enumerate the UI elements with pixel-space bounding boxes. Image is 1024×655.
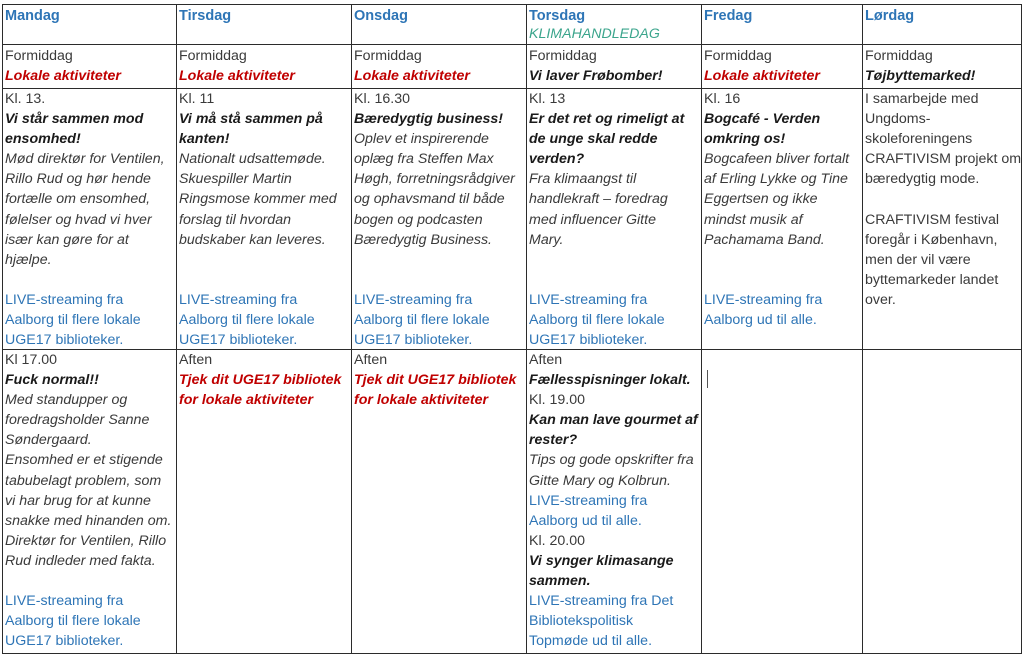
event-description: foredragsholder Sanne [5,412,150,429]
morning-cell [352,46,524,86]
info-text: byttemarkeder landet [865,271,999,288]
event-time: Kl. 16 [704,91,741,107]
event-description: Direktør for Ventilen, Rillo [5,532,167,549]
day-header-lordag [863,6,1021,26]
stream-note: LIVE-streaming fra [529,492,648,509]
stream-note: LIVE-streaming fra [704,291,823,308]
event-description: forslag til hvordan [179,211,291,228]
event-time: Kl 17.00 [5,352,58,368]
day-header-fredag [702,6,860,26]
day-part: Aften [179,352,213,368]
day-header-torsdag [527,6,699,44]
text-cursor [707,370,708,388]
stream-note: Aalborg til flere lokale [179,312,315,329]
evening-cell-tirsdag [177,350,349,410]
info-text: over. [865,291,896,308]
event-title: verden? [529,151,585,168]
activity-label: Lokale aktiviteter [354,68,470,85]
event-description: mindst musik af [704,211,803,228]
stream-note: LIVE-streaming fra Det [529,593,674,610]
event-time: Kl. 19.00 [529,392,586,409]
event-title: de unge skal redde [529,131,658,148]
day-part: Formiddag [529,48,597,64]
event-description: Med standupper og [5,392,128,409]
day-name: Onsdag [354,8,408,24]
event-description: og ophavsmand til både [354,191,505,208]
grid-line [2,4,1022,5]
activity-label: Vi laver Frøbomber! [529,68,663,85]
evening-cell-fredag[interactable] [702,350,860,652]
event-title: Fuck normal!! [5,372,99,389]
activity-label: Lokale aktiviteter [179,68,295,85]
morning-cell [177,46,349,86]
stream-note: LIVE-streaming fra [5,291,124,308]
info-text: I samarbejde med [865,91,979,107]
stream-note: Bibliotekspolitisk [529,613,634,630]
day-header-mandag [3,6,175,26]
stream-note: LIVE-streaming fra [354,291,473,308]
day-name: Tirsdag [179,8,232,24]
event-description: Rillo Rud og hør hende [5,171,151,188]
day-part: Formiddag [5,48,73,64]
stream-note: UGE17 biblioteker. [354,332,473,349]
info-text: skoleforeningens [865,131,973,148]
grid-line [1021,4,1022,653]
event-description: Mød direktør for Ventilen, [5,151,165,168]
event-description: vi har brug for at kunne [5,492,151,509]
stream-note: Aalborg til flere lokale [529,312,665,329]
day-part: Formiddag [354,48,422,64]
activity-label: for lokale aktiviteter [354,392,489,409]
event-description: Søndergaard. [5,432,92,449]
event-description: Høgh, forretningsrådgiver [354,171,515,188]
grid-line [2,653,1022,654]
event-title: Er det ret og rimeligt at [529,111,685,128]
stream-note: LIVE-streaming fra [529,291,648,308]
stream-note: Topmøde ud til alle. [529,633,653,650]
event-description: Nationalt udsattemøde. [179,151,326,168]
event-description: Skuespiller Martin [179,171,292,188]
event-title: Vi må stå sammen på [179,111,323,128]
day-name: Fredag [704,8,753,24]
morning-cell [702,46,860,86]
day-name: Lørdag [865,8,915,24]
evening-cell-mandag [3,350,175,651]
day-part: Formiddag [865,48,933,64]
event-time: Kl. 11 [179,91,215,107]
event-cell-fredag [702,89,860,330]
event-description: bogen og podcasten [354,211,483,228]
event-time: Kl. 20.00 [529,532,586,549]
morning-cell [3,46,175,86]
info-text: CRAFTIVISM projekt om [865,151,1022,168]
event-cell-torsdag [527,89,699,350]
stream-note: Aalborg ud til alle. [704,312,817,329]
day-header-tirsdag [177,6,349,26]
stream-note: LIVE-streaming fra [5,593,124,610]
evening-cell-lordag[interactable] [863,350,1021,652]
stream-note: UGE17 biblioteker. [529,332,648,349]
event-time: Kl. 13 [529,91,566,107]
event-description: Ensomhed er et stigende [5,452,163,469]
day-name: Mandag [5,8,60,24]
event-description: Fra klimaangst til [529,171,637,188]
event-description: Bogcafeen bliver fortalt [704,151,850,168]
event-description: Oplev et inspirerende [354,131,489,148]
event-description: Eggertsen og ikke [704,191,818,208]
event-cell-mandag [3,89,175,350]
info-text: bæredygtig mode. [865,171,980,188]
event-description: tabubelagt problem, som [5,472,162,489]
event-description: med influencer Gitte [529,211,656,228]
evening-cell-onsdag [352,350,524,410]
event-title: Vi synger klimasange [529,552,674,569]
day-subtitle: KLIMAHANDLEDAG [529,26,660,43]
stream-note: Aalborg til flere lokale [5,613,141,630]
stream-note: Aalborg til flere lokale [5,312,141,329]
event-time: Kl. 16.30 [354,91,411,107]
event-description: budskaber kan leveres. [179,231,326,248]
event-title: Bogcafé - Verden [704,111,821,128]
stream-note: Aalborg til flere lokale [354,312,490,329]
activity-label: Lokale aktiviteter [704,68,820,85]
stream-note: LIVE-streaming fra [179,291,298,308]
event-description: følelser og hvad vi hver [5,211,152,228]
day-part: Aften [529,352,563,368]
stream-note: Aalborg ud til alle. [529,512,642,529]
stream-note: UGE17 biblioteker. [179,332,298,349]
event-title: Kan man lave gourmet af [529,412,698,429]
info-text: foregår i København, [865,231,998,248]
grid-line [2,44,1022,45]
event-time: Kl. 13. [5,91,46,107]
stream-note: UGE17 biblioteker. [5,332,124,349]
event-description: Pachamama Band. [704,231,825,248]
evening-cell-torsdag [527,350,699,651]
event-title: rester? [529,432,578,449]
event-cell-lordag [863,89,1021,310]
event-description: hjælpe. [5,251,52,268]
event-cell-onsdag [352,89,524,350]
event-description: Gitte Mary og Kolbrun. [529,472,671,489]
activity-label: Tjek dit UGE17 bibliotek [179,372,342,389]
activity-label: for lokale aktiviteter [179,392,314,409]
stream-note: UGE17 biblioteker. [5,633,124,650]
event-title: ensomhed! [5,131,81,148]
event-title: Bæredygtig business! [354,111,503,128]
day-part: Aften [354,352,388,368]
event-title: omkring os! [704,131,786,148]
day-header-onsdag [352,6,524,26]
day-part: Formiddag [704,48,772,64]
activity-label: Tjek dit UGE17 bibliotek [354,372,517,389]
morning-cell [527,46,699,86]
event-description: fortælle om ensomhed, [5,191,151,208]
event-description: af Erling Lykke og Tine [704,171,848,188]
day-name: Torsdag [529,8,586,24]
event-description: Bæredygtig Business. [354,231,493,248]
event-description: især kan gøre for at [5,231,129,248]
day-part: Formiddag [179,48,247,64]
event-title: sammen. [529,573,591,590]
info-text: men der vil være [865,251,971,268]
event-description: Tips og gode opskrifter fra [529,452,694,469]
event-description: oplæg fra Steffen Max [354,151,494,168]
event-title: Fællesspisninger lokalt. [529,372,691,389]
event-title: Vi står sammen mod [5,111,144,128]
activity-label: Lokale aktiviteter [5,68,121,85]
info-text: CRAFTIVISM festival [865,211,1000,228]
event-cell-tirsdag [177,89,349,350]
info-text: Ungdoms- [865,111,931,128]
event-description: handlekraft – foredrag [529,191,668,208]
event-description: Ringsmose kommer med [179,191,337,208]
event-description: Mary. [529,231,564,248]
event-description: Rud indleder med fakta. [5,552,156,569]
event-title: kanten! [179,131,230,148]
activity-label: Tøjbyttemarked! [865,68,976,85]
morning-cell [863,46,1021,86]
event-description: snakke med hinanden om. [5,512,172,529]
